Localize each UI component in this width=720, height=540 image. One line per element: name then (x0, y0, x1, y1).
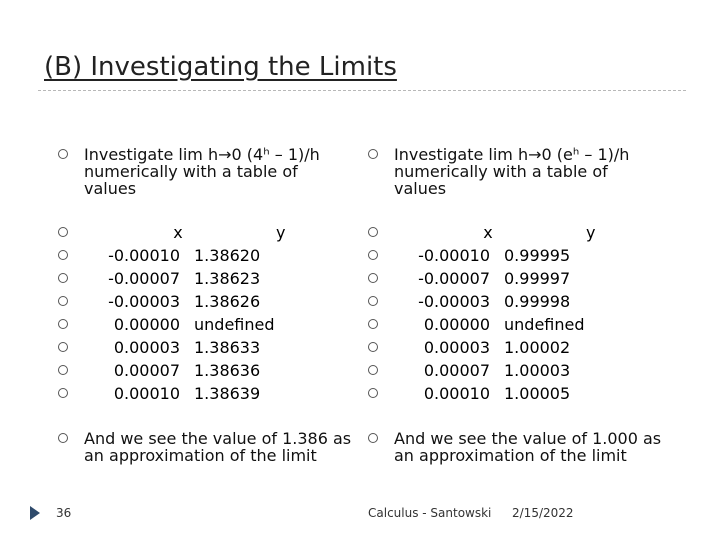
right-cell-x: -0.00010 (418, 246, 490, 265)
left-header-y: y (276, 223, 286, 242)
bullet-icon (58, 365, 68, 375)
bullet-icon (368, 296, 378, 306)
left-cell-y: 1.38620 (194, 246, 261, 265)
right-header-y: y (586, 223, 596, 242)
bullet-icon (58, 227, 68, 237)
bullet-icon (58, 319, 68, 329)
right-cell-y: 1.00002 (504, 338, 571, 357)
left-intro-text: Investigate lim h→0 (4ʰ – 1)/h numerically with a table of values (84, 145, 320, 198)
left-cell-x: 0.00003 (113, 338, 180, 357)
slide-marker-icon (30, 506, 40, 520)
left-cell-y: 1.38639 (194, 384, 261, 403)
right-cell-x: 0.00003 (423, 338, 490, 357)
right-table-row (368, 359, 668, 382)
left-cell-x: 0.00010 (113, 384, 180, 403)
bullet-icon (368, 365, 378, 375)
left-conclusion-text: And we see the value of 1.386 as an approximation of the limit (84, 429, 352, 465)
left-table-row (58, 336, 358, 359)
right-cell-y: 0.99998 (504, 292, 571, 311)
right-cell-x: -0.00007 (418, 269, 490, 288)
bullet-icon (58, 433, 68, 443)
left-table-row (58, 313, 358, 336)
bullet-icon (368, 273, 378, 283)
right-cell-y: 1.00003 (504, 361, 571, 380)
right-conclusion-text: And we see the value of 1.000 as an approximation of the limit (394, 429, 662, 465)
right-table-row (368, 382, 668, 405)
right-table-header (368, 221, 668, 244)
left-cell-x: -0.00007 (108, 269, 180, 288)
bullet-icon (368, 388, 378, 398)
left-cell-y: undefined (194, 315, 275, 334)
right-cell-x: 0.00007 (423, 361, 490, 380)
footer-date: 2/15/2022 (512, 506, 574, 520)
right-cell-x: 0.00010 (423, 384, 490, 403)
bullet-icon (368, 433, 378, 443)
left-cell-x: 0.00007 (113, 361, 180, 380)
bullet-icon (58, 296, 68, 306)
right-cell-x: -0.00003 (418, 292, 490, 311)
bullet-icon (58, 273, 68, 283)
left-table-row (58, 244, 358, 267)
left-cell-y: 1.38633 (194, 338, 261, 357)
left-cell-y: 1.38623 (194, 269, 261, 288)
bullet-icon (58, 342, 68, 352)
right-table-row (368, 313, 668, 336)
bullet-icon (368, 319, 378, 329)
bullet-icon (368, 149, 378, 159)
left-cell-x: -0.00010 (108, 246, 180, 265)
footer-text: Calculus - Santowski (368, 506, 492, 520)
bullet-icon (58, 149, 68, 159)
bullet-icon (58, 250, 68, 260)
left-table-row (58, 359, 358, 382)
slide-title: (B) Investigating the Limits (44, 52, 397, 82)
right-cell-x: 0.00000 (423, 315, 490, 334)
right-header-x: x (483, 223, 493, 242)
right-table-row (368, 290, 668, 313)
right-cell-y: 0.99997 (504, 269, 571, 288)
left-table-row (58, 382, 358, 405)
left-table-row (58, 290, 358, 313)
left-header-x: x (173, 223, 183, 242)
bullet-icon (368, 227, 378, 237)
right-table-row (368, 336, 668, 359)
left-cell-y: 1.38636 (194, 361, 261, 380)
left-table-row (58, 267, 358, 290)
bullet-icon (368, 342, 378, 352)
title-divider (38, 90, 686, 91)
left-cell-y: 1.38626 (194, 292, 261, 311)
right-intro-text: Investigate lim h→0 (eʰ – 1)/h numerically with a table of values (394, 145, 630, 198)
right-table-row (368, 267, 668, 290)
left-cell-x: 0.00000 (113, 315, 180, 334)
left-cell-x: -0.00003 (108, 292, 180, 311)
bullet-icon (368, 250, 378, 260)
left-table-header (58, 221, 358, 244)
page-number: 36 (56, 506, 72, 520)
bullet-icon (58, 388, 68, 398)
right-cell-y: undefined (504, 315, 585, 334)
right-cell-y: 0.99995 (504, 246, 571, 265)
right-table-row (368, 244, 668, 267)
right-cell-y: 1.00005 (504, 384, 571, 403)
